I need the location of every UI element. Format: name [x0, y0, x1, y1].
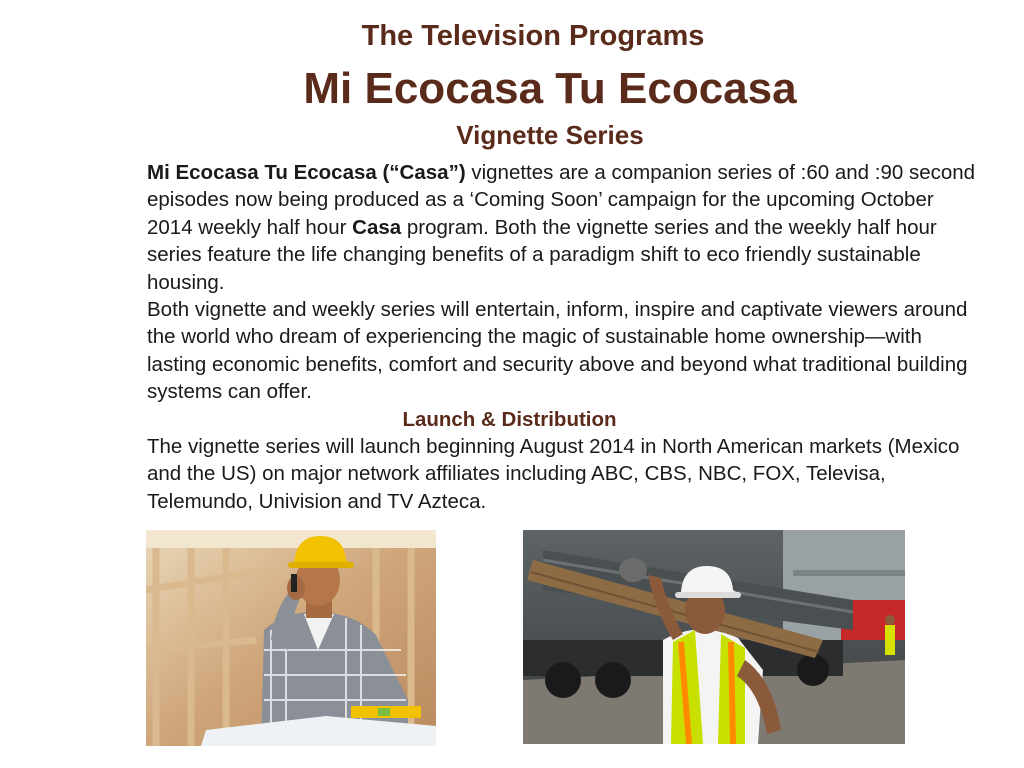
intro-lead: Mi Ecocasa Tu Ecocasa (“Casa”): [147, 161, 466, 184]
intro-paragraph: [147, 159, 977, 296]
photo-worker-on-phone: [146, 530, 436, 746]
launch-paragraph: The vignette series will launch beginning August 2014 in North American markets (Mexico and the US) on major network affiliates including ABC, CBS, NBC, FOX, Televisa, Telemundo, Univision and TV Azteca.: [147, 435, 960, 513]
paragraph-2: Both vignette and weekly series will entertain, inform, inspire and captivate viewers around the world who dream of experiencing the magic of sustainable home ownership—with lasting economic benefits, comfort and security above and beyond what traditional building systems can offer.: [147, 298, 968, 404]
program-name: Mi Ecocasa Tu Ecocasa: [303, 64, 797, 113]
body-text: [147, 159, 977, 515]
page-subtitle: Vignette Series: [456, 120, 644, 150]
casa-bold: Casa: [352, 215, 402, 239]
page-title: The Television Programs: [361, 20, 705, 52]
intro-text-1: vignettes are a companion series of :60 and :90 second episodes now being produced as a ‘Coming Soon’ campaign for the upcoming October 2014 weekly half hour: [147, 161, 976, 239]
launch-heading: Launch & Distribution: [402, 407, 617, 431]
intro-text-2: program. Both the vignette series and the weekly half hour series feature the life changing benefits of a paradigm shift to eco friendly sustainable housing.: [147, 215, 937, 294]
photo-worker-carrying-lumber: [523, 530, 905, 744]
